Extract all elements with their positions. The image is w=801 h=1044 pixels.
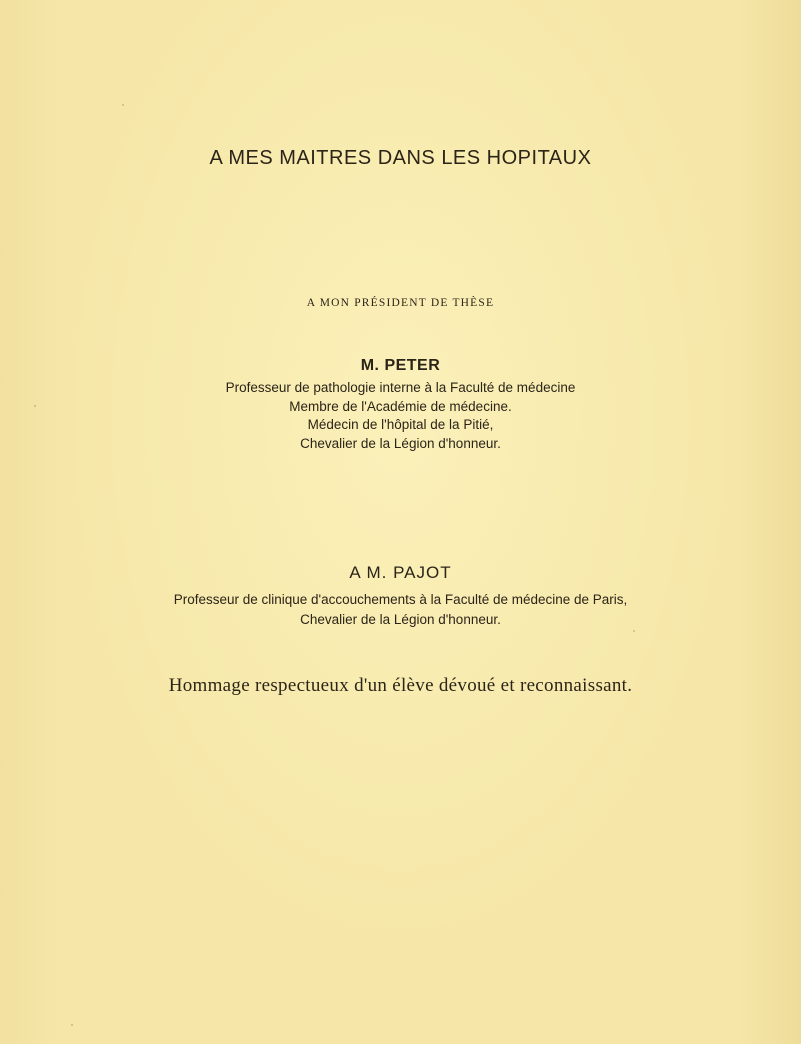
paper-speck — [633, 630, 635, 632]
paper-speck — [34, 405, 36, 407]
paper-speck — [122, 104, 124, 106]
pajot-titles — [0, 590, 801, 630]
president-title-line: Chevalier de la Légion d'honneur. — [300, 435, 501, 451]
president-heading: A MON PRÉSIDENT DE THÈSE — [306, 297, 495, 309]
pajot-title-line: Chevalier de la Légion d'honneur. — [300, 612, 501, 627]
president-titles — [0, 379, 801, 453]
president-title-line: Professeur de pathologie interne à la Faculté de médecine — [225, 380, 576, 395]
president-title-line: Médecin de l'hôpital de la Pitié, — [307, 417, 494, 432]
paper-speck — [71, 1024, 73, 1026]
pajot-name: A M. PAJOT — [349, 563, 452, 582]
president-name: M. PETER — [360, 357, 441, 374]
president-title-line: Membre de l'Académie de médecine. — [289, 398, 512, 414]
dedication-heading: A MES MAITRES DANS LES HOPITAUX — [209, 147, 592, 169]
pajot-title-line: Professeur de clinique d'accouchements à la Faculté de médecine de Paris, — [173, 592, 628, 607]
homage-line: Hommage respectueux d'un élève dévoué et reconnaissant. — [168, 675, 633, 696]
